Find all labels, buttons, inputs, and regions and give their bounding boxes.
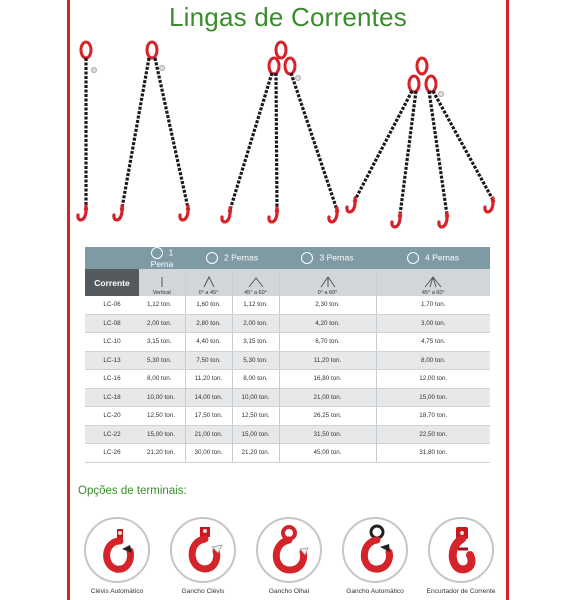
- eye-hook-icon: [258, 519, 320, 581]
- clevis-automatic-hook-icon: [86, 519, 148, 581]
- terminal-label: Clévis Automático: [90, 588, 144, 595]
- angle-45-60-icon: [247, 276, 265, 288]
- terminal-image: [428, 517, 494, 583]
- capacity-cell: 4,40 ton.: [185, 333, 232, 352]
- terminal-image: [256, 517, 322, 583]
- leg-count-icon: [407, 252, 419, 264]
- chain-code-cell: LC-26: [85, 444, 139, 463]
- master-link: [417, 58, 427, 74]
- table-row: [85, 351, 490, 370]
- angle-vertical: Vertical: [139, 269, 185, 296]
- angle-0-60: 0° a 60°: [279, 269, 376, 296]
- corrente-header: Corrente: [85, 269, 139, 296]
- capacity-cell: 12,50 ton.: [232, 407, 279, 426]
- capacity-cell: 30,00 ton.: [185, 444, 232, 463]
- chain-code-cell: LC-18: [85, 388, 139, 407]
- capacity-cell: 10,00 ton.: [232, 388, 279, 407]
- capacity-cell: 10,00 ton.: [139, 388, 185, 407]
- hook-eye: [335, 209, 339, 213]
- capacity-cell: 26,25 ton.: [279, 407, 376, 426]
- capacity-cell: 22,50 ton.: [376, 425, 490, 444]
- terminal-option: [163, 517, 243, 595]
- group-1-perna: 1 Perna: [139, 247, 185, 269]
- chain-leg: [230, 73, 272, 210]
- capacity-cell: 2,80 ton.: [185, 314, 232, 333]
- capacity-cell: 15,00 ton.: [232, 425, 279, 444]
- chain-leg: [155, 58, 188, 208]
- terminal-option: [77, 517, 157, 595]
- group-4-pernas: 4 Pernas: [376, 247, 490, 269]
- table-row: [85, 333, 490, 352]
- capacity-cell: 4,75 ton.: [376, 333, 490, 352]
- hook-eye: [84, 207, 88, 211]
- master-link: [426, 76, 436, 92]
- terminal-image: [84, 517, 150, 583]
- group-2-pernas: 2 Pernas: [185, 247, 279, 269]
- terminal-options-title: Opções de terminais:: [78, 485, 187, 497]
- capacity-cell: 21,00 ton.: [185, 425, 232, 444]
- capacity-cell: 11,20 ton.: [279, 351, 376, 370]
- capacity-cell: 8,00 ton.: [376, 351, 490, 370]
- table-row: [85, 407, 490, 426]
- chain-code-cell: LC-13: [85, 351, 139, 370]
- leg-count-icon: [206, 252, 218, 264]
- master-link: [147, 42, 157, 58]
- page-title: Lingas de Correntes: [169, 2, 407, 32]
- automatic-hook-icon: [344, 519, 406, 581]
- capacity-cell: 3,15 ton.: [232, 333, 279, 352]
- capacity-cell: 3,00 ton.: [376, 314, 490, 333]
- capacity-cell: 15,00 ton.: [376, 388, 490, 407]
- terminal-image: [170, 517, 236, 583]
- chain-leg: [276, 73, 277, 210]
- chain-slings-illustration: [0, 0, 572, 240]
- capacity-cell: 1,12 ton.: [139, 296, 185, 314]
- capacity-cell: 31,50 ton.: [279, 425, 376, 444]
- chain-shortener-icon: [430, 519, 492, 581]
- capacity-cell: 8,00 ton.: [139, 370, 185, 389]
- table-row: [85, 296, 490, 314]
- terminal-option: [421, 517, 501, 595]
- hook-eye: [275, 209, 279, 213]
- table-angle-header: [85, 269, 490, 296]
- tag-icon: [439, 92, 444, 97]
- terminal-option: [249, 517, 329, 595]
- chain-code-cell: LC-22: [85, 425, 139, 444]
- capacity-cell: 2,00 ton.: [232, 314, 279, 333]
- terminal-option: [335, 517, 415, 595]
- table-row: [85, 444, 490, 463]
- capacity-cell: 45,00 ton.: [279, 444, 376, 463]
- master-link: [269, 58, 279, 74]
- table-row: [85, 370, 490, 389]
- terminal-label: Gancho Clévis: [181, 588, 225, 595]
- terminal-label: Gancho Olhal: [268, 588, 310, 595]
- tag-icon: [92, 68, 97, 73]
- chain-leg: [429, 91, 447, 215]
- terminal-image: [342, 517, 408, 583]
- angle-0-45-icon: [201, 276, 217, 288]
- table-row: [85, 314, 490, 333]
- capacity-cell: 7,50 ton.: [185, 351, 232, 370]
- chain-leg: [291, 73, 337, 210]
- angle-45-60-four-leg-icon: [423, 276, 443, 288]
- capacity-cell: 17,50 ton.: [185, 407, 232, 426]
- hook-eye: [353, 199, 357, 203]
- terminal-label: Gancho Automático: [346, 588, 404, 595]
- capacity-cell: 21,20 ton.: [232, 444, 279, 463]
- chain-code-cell: LC-20: [85, 407, 139, 426]
- table-row: [85, 388, 490, 407]
- chain-leg: [433, 91, 493, 200]
- capacity-cell: 15,00 ton.: [139, 425, 185, 444]
- hook-eye: [186, 207, 190, 211]
- capacity-cell: 5,30 ton.: [232, 351, 279, 370]
- capacity-table: [85, 247, 490, 463]
- table-row: [85, 425, 490, 444]
- chain-code-cell: LC-08: [85, 314, 139, 333]
- group-3-pernas: 3 Pernas: [279, 247, 376, 269]
- capacity-cell: 1,60 ton.: [185, 296, 232, 314]
- hook-eye: [445, 214, 449, 218]
- capacity-cell: 2,00 ton.: [139, 314, 185, 333]
- master-link: [285, 58, 295, 74]
- tag-icon: [296, 76, 301, 81]
- capacity-cell: 1,12 ton.: [232, 296, 279, 314]
- angle-45-60-2p: 45° a 60°: [232, 269, 279, 296]
- master-link: [409, 76, 419, 92]
- capacity-cell: 1,70 ton.: [376, 296, 490, 314]
- capacity-cell: 16,80 ton.: [279, 370, 376, 389]
- leg-count-icon: [151, 247, 163, 259]
- angle-45-60-4p: 45° a 60°: [376, 269, 490, 296]
- capacity-cell: 21,20 ton.: [139, 444, 185, 463]
- master-link: [81, 42, 91, 58]
- chain-leg: [122, 58, 149, 208]
- capacity-cell: 12,50 ton.: [139, 407, 185, 426]
- chain-code-cell: LC-16: [85, 370, 139, 389]
- capacity-cell: 4,20 ton.: [279, 314, 376, 333]
- capacity-cell: 21,00 ton.: [279, 388, 376, 407]
- hook-eye: [398, 214, 402, 218]
- capacity-cell: 11,20 ton.: [185, 370, 232, 389]
- capacity-cell: 3,15 ton.: [139, 333, 185, 352]
- hook-eye: [120, 207, 124, 211]
- capacity-cell: 18,70 ton.: [376, 407, 490, 426]
- capacity-cell: 12,00 ton.: [376, 370, 490, 389]
- chain-leg: [355, 91, 412, 200]
- capacity-cell: 8,00 ton.: [232, 370, 279, 389]
- vertical-angle-icon: [155, 276, 169, 288]
- capacity-cell: 6,70 ton.: [279, 333, 376, 352]
- chain-code-cell: LC-06: [85, 296, 139, 314]
- capacity-cell: 2,30 ton.: [279, 296, 376, 314]
- master-link: [276, 42, 286, 58]
- leg-count-icon: [301, 252, 313, 264]
- angle-0-60-icon: [319, 276, 337, 288]
- angle-0-45: 0° a 45°: [185, 269, 232, 296]
- hook-eye: [228, 209, 232, 213]
- capacity-cell: 5,30 ton.: [139, 351, 185, 370]
- tag-icon: [160, 66, 165, 71]
- hook-eye: [491, 199, 495, 203]
- clevis-hook-icon: [172, 519, 234, 581]
- chain-code-cell: LC-10: [85, 333, 139, 352]
- capacity-cell: 31,80 ton.: [376, 444, 490, 463]
- table-group-header: [85, 247, 490, 269]
- terminal-label: Encurtador de Corrente: [426, 588, 496, 595]
- capacity-cell: 14,00 ton.: [185, 388, 232, 407]
